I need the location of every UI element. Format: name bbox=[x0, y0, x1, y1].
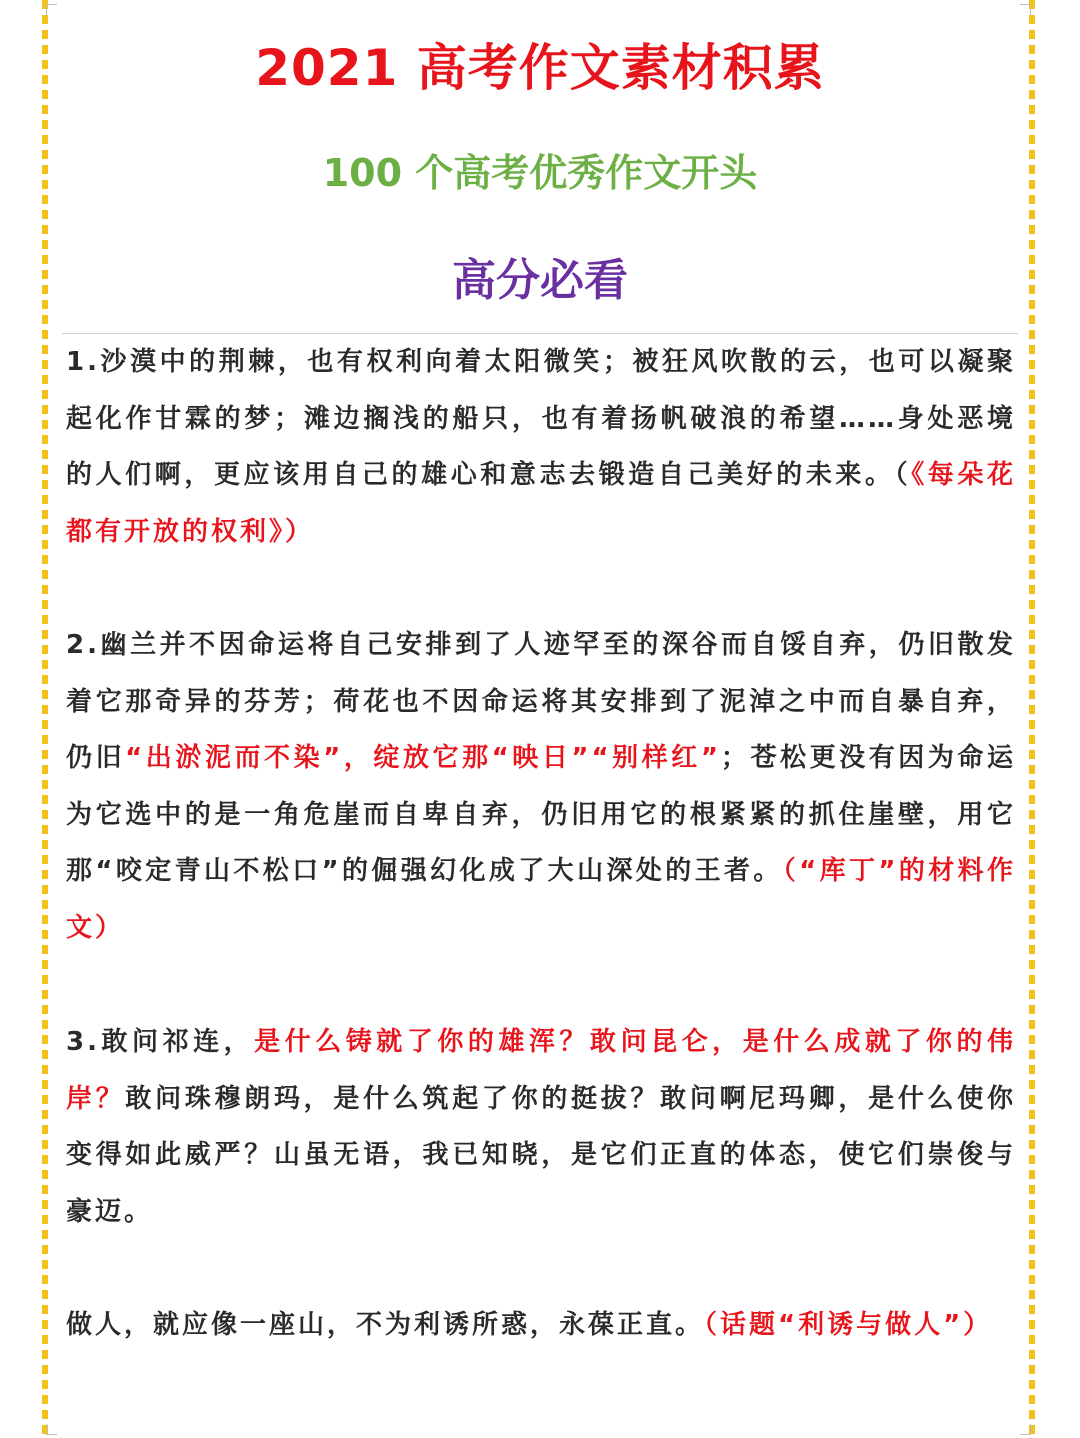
page-tagline: 高分必看 bbox=[452, 255, 628, 306]
paragraph-2-part2: ；苍松更没有因为命运为它选中的是一角危崖而自卑自弃，仍旧用它的根紧紧的抓住崖壁，用它那“咬定青山不松口”的倔强幻化成了大山深处的王者。 bbox=[66, 743, 1016, 886]
paragraph-2-part1: 2.幽兰并不因命运将自己安排到了人迹罕至的深谷而自馁自弃，仍旧散发着它那奇异的芬芳；荷花也不因命运将其安排到了泥淖之中而自暴自弃，仍旧 bbox=[66, 630, 1016, 773]
paragraph-3-body: 敢问珠穆朗玛，是什么筑起了你的挺拔？敢问啊尼玛卿，是什么使你变得如此威严？山虽无语，我已知晓，是它们正直的体态，使它们崇俊与豪迈。 bbox=[66, 1083, 1016, 1227]
paragraph-4-body: 做人，就应像一座山，不为利诱所惑，永葆正直。 bbox=[66, 1310, 705, 1340]
paragraph-3-highlight: 是什么铸就了你的雄浑？敢问昆仑，是什么成就了你的伟岸？ bbox=[66, 1027, 1016, 1114]
left-dotted-border bbox=[42, 0, 48, 1438]
paragraph-2-highlight: “出淤泥而不染”，绽放它那“映日”“别样红” bbox=[125, 743, 721, 773]
paragraph-4 bbox=[66, 1297, 1016, 1354]
corner-mark-bottom-right bbox=[1020, 1424, 1031, 1435]
paragraph-1 bbox=[66, 334, 1016, 560]
corner-mark-top-right bbox=[1020, 4, 1031, 15]
paragraph-3 bbox=[66, 1014, 1016, 1240]
paragraph-1-source: 《每朵花都有开放的权利》） bbox=[66, 460, 1016, 547]
paragraph-2 bbox=[66, 617, 1016, 956]
corner-mark-top-left bbox=[46, 4, 57, 15]
page-title: 2021 高考作文素材积累 bbox=[255, 39, 825, 97]
paragraph-2-source: （“库丁”的材料作文） bbox=[66, 856, 1016, 943]
paragraph-1-body: 1.沙漠中的荆棘，也有权利向着太阳微笑；被狂风吹散的云，也可以凝聚起化作甘霖的梦；滩边搁浅的船只，也有着扬帆破浪的希望……身处恶境的人们啊，更应该用自己的雄心和意志去锻造自己美好的未来。（ bbox=[66, 347, 1016, 490]
corner-mark-bottom-left bbox=[46, 1424, 57, 1435]
paragraph-3-lead: 3.敢问祁连， bbox=[66, 1027, 255, 1057]
page-subtitle: 100 个高考优秀作文开头 bbox=[322, 151, 758, 195]
right-dotted-border bbox=[1029, 0, 1035, 1438]
paragraph-4-source: （话题“利诱与做人”） bbox=[704, 1310, 993, 1340]
